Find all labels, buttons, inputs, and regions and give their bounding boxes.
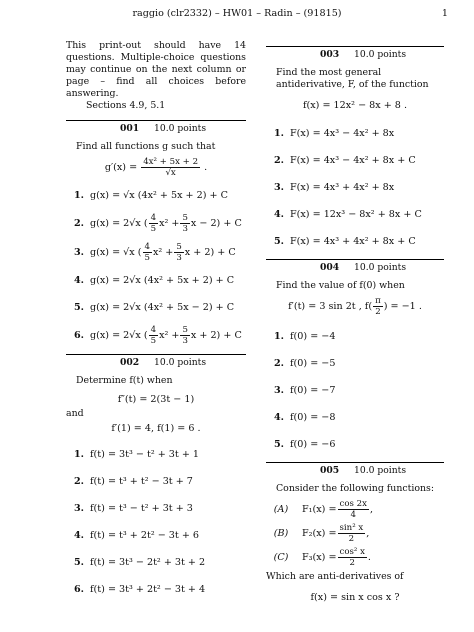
choice-text: f(t) = 3t³ + 2t² − 3t + 4 bbox=[90, 583, 206, 595]
choice-text-post: x − 2) + C bbox=[190, 217, 242, 229]
choice-fraction bbox=[180, 325, 189, 346]
function-tail: , bbox=[369, 503, 374, 515]
choice-003-4[interactable] bbox=[266, 201, 444, 228]
choice-002-2[interactable] bbox=[66, 468, 246, 495]
choice-text-pre: g(x) = 2√x ( bbox=[90, 329, 148, 341]
question-prompt-002: Determine f(t) when bbox=[76, 375, 173, 386]
choice-label: 3. bbox=[73, 502, 84, 514]
fraction-numerator: 5 bbox=[176, 242, 182, 252]
equation-post: ) = −1 . bbox=[383, 301, 422, 312]
question-header-003 bbox=[266, 46, 444, 61]
fraction-numerator: 4 bbox=[150, 213, 157, 223]
choice-label: 2. bbox=[73, 217, 84, 229]
choice-001-3[interactable] bbox=[66, 238, 246, 267]
choice-label: 3. bbox=[73, 246, 84, 258]
function-fraction bbox=[338, 523, 366, 544]
question-points: 10.0 points bbox=[354, 49, 407, 60]
choice-text-mid: x² + bbox=[159, 329, 180, 341]
choices-002 bbox=[66, 441, 246, 603]
function-tag: (C) bbox=[273, 551, 289, 563]
choice-text: f(0) = −6 bbox=[290, 438, 336, 450]
question-points: 10.0 points bbox=[154, 123, 207, 134]
choice-text: f(0) = −4 bbox=[290, 330, 336, 342]
choice-text: F(x) = 4x³ + 4x² + 8x bbox=[290, 181, 395, 193]
choice-002-3[interactable] bbox=[66, 495, 246, 522]
choice-text-post: x + 2) + C bbox=[184, 246, 236, 258]
right-column bbox=[266, 40, 444, 604]
choice-label: 3. bbox=[273, 384, 284, 396]
question-number: 001 bbox=[120, 123, 140, 134]
choice-label: 4. bbox=[73, 529, 84, 541]
page-number: 1 bbox=[441, 8, 448, 19]
choice-label: 1. bbox=[273, 127, 284, 139]
function-b bbox=[266, 521, 444, 545]
function-c bbox=[266, 545, 444, 569]
choice-fraction bbox=[174, 242, 183, 263]
fraction-denominator: 4 bbox=[350, 509, 356, 520]
choice-label: 4. bbox=[273, 208, 284, 220]
choice-text: g(x) = 2√x (4x² + 5x − 2) + C bbox=[90, 301, 235, 313]
fraction-denominator: 2 bbox=[375, 307, 381, 317]
function-fraction bbox=[338, 499, 369, 520]
equation-fraction bbox=[373, 296, 383, 317]
equation-lhs: g′(x) = bbox=[104, 162, 138, 173]
choice-001-4[interactable] bbox=[66, 267, 246, 294]
choice-text-post: x + 2) + C bbox=[190, 329, 242, 341]
question-prompt-001: Find all functions g such that bbox=[76, 141, 216, 152]
fraction-denominator: 3 bbox=[176, 253, 182, 263]
function-list-005 bbox=[266, 497, 444, 569]
choice-label: 1. bbox=[73, 448, 84, 460]
choice-fraction bbox=[149, 213, 158, 234]
function-a bbox=[266, 497, 444, 521]
choice-004-3[interactable] bbox=[266, 377, 444, 404]
choice-text: F(x) = 4x³ − 4x² + 8x + C bbox=[290, 154, 416, 166]
choice-text: f(t) = t³ + t² − 3t + 7 bbox=[90, 475, 193, 487]
choice-label: 5. bbox=[73, 556, 84, 568]
choice-label: 5. bbox=[273, 235, 284, 247]
choice-label: 6. bbox=[73, 583, 84, 595]
choice-text: f(t) = 3t³ − 2t² + 3t + 2 bbox=[90, 556, 206, 568]
choice-text: F(x) = 12x³ − 8x² + 8x + C bbox=[290, 208, 422, 220]
function-lhs: F₂(x) = bbox=[302, 527, 337, 539]
choice-text: f(0) = −8 bbox=[290, 411, 336, 423]
equation-003: f(x) = 12x² − 8x + 8 . bbox=[302, 100, 408, 111]
choice-label: 5. bbox=[73, 301, 84, 313]
choice-003-5[interactable] bbox=[266, 228, 444, 255]
question-number: 005 bbox=[320, 465, 340, 476]
choice-label: 1. bbox=[73, 189, 84, 201]
fraction-numerator: π bbox=[375, 296, 381, 306]
fraction-numerator: sin² x bbox=[339, 522, 364, 533]
choice-fraction bbox=[149, 325, 158, 346]
choice-003-3[interactable] bbox=[266, 174, 444, 201]
fraction-denominator: 3 bbox=[182, 336, 188, 346]
equation-004 bbox=[266, 296, 444, 317]
equation-002-a: f″(t) = 2(3t − 1) bbox=[117, 394, 195, 405]
function-tag: (A) bbox=[273, 503, 289, 515]
question-number: 004 bbox=[320, 262, 340, 273]
choice-text-pre: g(x) = √x ( bbox=[90, 246, 142, 258]
choice-label: 2. bbox=[273, 154, 284, 166]
sections-ref: Sections 4.9, 5.1 bbox=[86, 100, 166, 111]
choice-text: f(0) = −7 bbox=[290, 384, 336, 396]
choice-text-mid: x² + bbox=[152, 246, 174, 258]
choice-label: 4. bbox=[273, 411, 284, 423]
choice-label: 2. bbox=[73, 475, 84, 487]
equation-tail: . bbox=[204, 162, 208, 173]
choice-label: 6. bbox=[73, 329, 84, 341]
choice-004-2[interactable] bbox=[266, 350, 444, 377]
function-tail: . bbox=[367, 551, 371, 563]
choice-label: 1. bbox=[273, 330, 284, 342]
equation-001 bbox=[66, 157, 246, 178]
fraction-numerator: 4 bbox=[150, 325, 157, 335]
function-lhs: F₃(x) = bbox=[302, 551, 337, 563]
choice-text: f(t) = 3t³ − t² + 3t + 1 bbox=[90, 448, 200, 460]
fraction-numerator: 4 bbox=[144, 242, 150, 252]
choice-004-1[interactable] bbox=[266, 323, 444, 350]
equation-005: f(x) = sin x cos x ? bbox=[310, 592, 400, 603]
fraction-numerator: 4x² + 5x + 2 bbox=[143, 157, 199, 167]
choice-text: f(0) = −5 bbox=[290, 357, 336, 369]
choice-fraction bbox=[143, 242, 152, 263]
choice-text: f(t) = t³ + 2t² − 3t + 6 bbox=[90, 529, 200, 541]
question-points: 10.0 points bbox=[154, 357, 207, 368]
question-text-005: Which are anti-derivatives of bbox=[266, 571, 404, 582]
question-number: 003 bbox=[320, 49, 340, 60]
fraction-denominator: 5 bbox=[144, 253, 150, 263]
choice-001-2[interactable] bbox=[66, 209, 246, 238]
and-text: and bbox=[66, 408, 84, 419]
question-points: 10.0 points bbox=[354, 465, 407, 476]
choices-003 bbox=[266, 120, 444, 255]
choice-001-1[interactable] bbox=[66, 182, 246, 209]
question-prompt-003: Find the most general antiderivative, F, of the function bbox=[276, 67, 429, 90]
fraction-denominator: 2 bbox=[349, 557, 355, 568]
choice-003-2[interactable] bbox=[266, 147, 444, 174]
question-header-005 bbox=[266, 462, 444, 477]
left-column bbox=[66, 40, 246, 603]
question-points: 10.0 points bbox=[354, 262, 407, 273]
choices-004 bbox=[266, 323, 444, 458]
fraction-denominator: √x bbox=[165, 168, 176, 178]
choice-002-1[interactable] bbox=[66, 441, 246, 468]
choice-002-6[interactable] bbox=[66, 576, 246, 603]
question-number: 002 bbox=[120, 357, 140, 368]
equation-fraction bbox=[141, 157, 200, 178]
choice-text: g(x) = 2√x (4x² + 5x + 2) + C bbox=[90, 274, 235, 286]
choice-004-5[interactable] bbox=[266, 431, 444, 458]
function-tag: (B) bbox=[273, 527, 289, 539]
choice-text: F(x) = 4x³ + 4x² + 8x + C bbox=[290, 235, 416, 247]
choice-label: 4. bbox=[73, 274, 84, 286]
choice-text-mid: x² + bbox=[159, 217, 180, 229]
fraction-denominator: 5 bbox=[150, 224, 157, 234]
fraction-denominator: 5 bbox=[150, 336, 157, 346]
choice-002-4[interactable] bbox=[66, 522, 246, 549]
choices-001 bbox=[66, 182, 246, 350]
fraction-denominator: 2 bbox=[348, 533, 355, 544]
choice-text: f(t) = t³ − t² + 3t + 3 bbox=[90, 502, 193, 514]
equation-002-b: f′(1) = 4, f(1) = 6 . bbox=[111, 423, 201, 434]
choice-label: 3. bbox=[273, 181, 284, 193]
choice-text-pre: g(x) = 2√x ( bbox=[90, 217, 148, 229]
choice-002-5[interactable] bbox=[66, 549, 246, 576]
choice-fraction bbox=[180, 213, 189, 234]
fraction-numerator: 5 bbox=[182, 213, 188, 223]
choice-001-6[interactable] bbox=[66, 321, 246, 350]
fraction-denominator: 3 bbox=[182, 224, 188, 234]
choice-001-5[interactable] bbox=[66, 294, 246, 321]
fraction-numerator: cos² x bbox=[339, 546, 365, 557]
function-fraction bbox=[338, 547, 367, 568]
question-header-001 bbox=[66, 120, 246, 135]
choice-label: 5. bbox=[273, 438, 284, 450]
fraction-numerator: 5 bbox=[182, 325, 188, 335]
choice-label: 2. bbox=[273, 357, 284, 369]
choice-004-4[interactable] bbox=[266, 404, 444, 431]
function-lhs: F₁(x) = bbox=[302, 503, 337, 515]
function-tail: , bbox=[366, 527, 370, 539]
question-header-004 bbox=[266, 259, 444, 274]
fraction-numerator: cos 2x bbox=[339, 498, 367, 509]
question-header-002 bbox=[66, 354, 246, 369]
choice-003-1[interactable] bbox=[266, 120, 444, 147]
header-title: raggio (clr2332) – HW01 – Radin – (91815) bbox=[132, 8, 342, 19]
question-prompt-005: Consider the following functions: bbox=[276, 483, 435, 494]
equation-pre: f′(t) = 3 sin 2t , f( bbox=[288, 301, 373, 312]
choice-text: g(x) = √x (4x² + 5x + 2) + C bbox=[90, 189, 228, 201]
page-header bbox=[0, 8, 474, 20]
choice-text: F(x) = 4x³ − 4x² + 8x bbox=[290, 127, 395, 139]
question-prompt-004: Find the value of f(0) when bbox=[276, 280, 405, 291]
intro-text: This print-out should have 14 questions. Multiple-choice questions may continue on the next column or page – find all choices before answering. bbox=[66, 40, 246, 99]
